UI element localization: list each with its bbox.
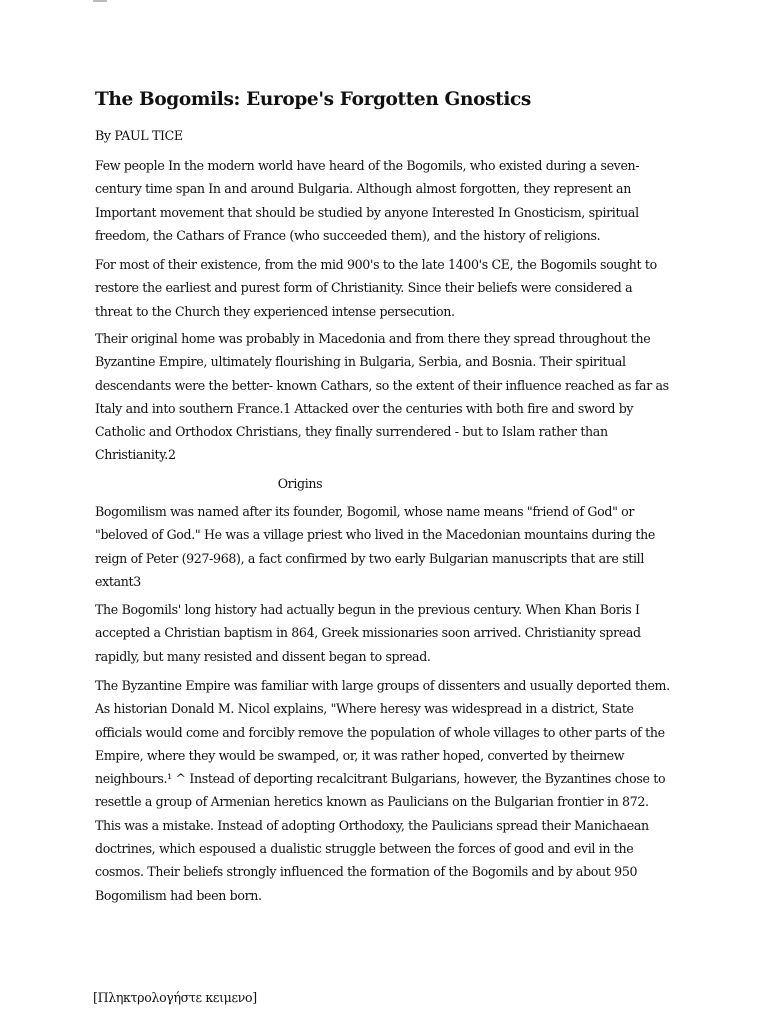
paragraph-intro <box>95 154 672 247</box>
page-corner-mark <box>93 0 107 2</box>
paragraph-line: rapidly, but many resisted and dissent began to spread. <box>95 648 431 664</box>
paragraph-existence <box>95 253 672 323</box>
paragraph-line: accepted a Christian baptism in 864, Greek missionaries soon arrived. Christianity spread <box>95 625 641 641</box>
paragraph-line: The Bogomils' long history had actually begun in the previous century. When Khan Boris I <box>95 602 640 617</box>
paragraph-line: Christianity.2 <box>95 447 176 463</box>
document-title: The Bogomils: Europe's Forgotten Gnostics <box>95 89 532 110</box>
paragraph-line: The Byzantine Empire was familiar with large groups of dissenters and usually deported them. <box>95 678 670 693</box>
paragraph-line: cosmos. Their beliefs strongly influenced the formation of the Bogomils and by about 950 <box>95 864 638 880</box>
paragraph-line: restore the earliest and purest form of Christianity. Since their beliefs were considered a threat <box>95 280 633 319</box>
paragraph-line: Byzantine Empire, ultimately flourishing in Bulgaria, Serbia, and Bosnia. Their spiritual <box>95 354 626 370</box>
paragraph-line: Bogomilism was named after its founder, Bogomil, whose name means "friend of God" or <box>95 504 635 519</box>
paragraph-line: This was a mistake. Instead of adopting Orthodoxy, the Paulicians spread their Manichaean <box>95 817 649 833</box>
paragraph-line: As historian Donald M. Nicol explains, "Where heresy was widespread in a district, State <box>95 701 634 717</box>
paragraph-line: neighbours.¹ ^ Instead of deporting recalcitrant Bulgarians, however, the Byzantines chose to <box>95 771 666 787</box>
paragraph-bogomil-name <box>95 500 672 593</box>
paragraph-line: For most of their existence, from the mid 900's to the late 1400's CE, the Bogomils sought to <box>95 257 657 272</box>
paragraph-line: Catholic and Orthodox Christians, they finally surrendered - but to Islam rather than <box>95 424 608 440</box>
paragraph-history <box>95 598 672 668</box>
author-byline: By PAUL TICE <box>95 128 183 143</box>
paragraph-line: doctrines, which espoused a dualistic struggle between the forces of good and evil in the <box>95 841 634 857</box>
paragraph-line: extant3 <box>95 573 141 589</box>
paragraph-line: Bogomilism had been born. <box>95 887 262 903</box>
paragraph-line: reign of Peter (927-968), a fact confirmed by two early Bulgarian manuscripts that are still <box>95 550 645 566</box>
paragraph-line: Few people In the modern world have heard of the Bogomils, who existed during a seven- <box>95 158 640 173</box>
paragraph-line: Important movement that should be studied by anyone Interested In Gnosticism, spiritual <box>95 204 639 220</box>
paragraph-line: resettle a group of Armenian heretics known as Paulicians on the Bulgarian frontier in 872. <box>95 794 649 810</box>
paragraph-line: Italy and into southern France.1 Attacked over the centuries with both fire and sword by <box>95 400 634 416</box>
paragraph-line: to the Church they experienced intense persecution. <box>136 303 455 319</box>
footer-placeholder[interactable]: [Πληκτρολογήστε κειμενο] <box>93 990 257 1005</box>
paragraph-original-home <box>95 327 672 467</box>
paragraph-line: "beloved of God." He was a village priest who lived in the Macedonian mountains during the <box>95 527 656 543</box>
paragraph-byzantine <box>95 674 672 907</box>
paragraph-line: descendants were the better- known Cathars, so the extent of their influence reached as far as <box>95 377 669 393</box>
paragraph-line: officials would come and forcibly remove the population of whole villages to other parts of the <box>95 724 665 740</box>
paragraph-line: freedom, the Cathars of France (who succeeded them), and the history of religions. <box>95 227 601 243</box>
paragraph-line: Their original home was probably in Macedonia and from there they spread throughout the <box>95 331 651 346</box>
section-heading-origins: Origins <box>277 476 323 491</box>
paragraph-line: century time span In and around Bulgaria. Although almost forgotten, they represent an <box>95 181 631 197</box>
paragraph-line: Empire, where they would be swamped, or, it was rather hoped, converted by theirnew <box>95 747 625 763</box>
